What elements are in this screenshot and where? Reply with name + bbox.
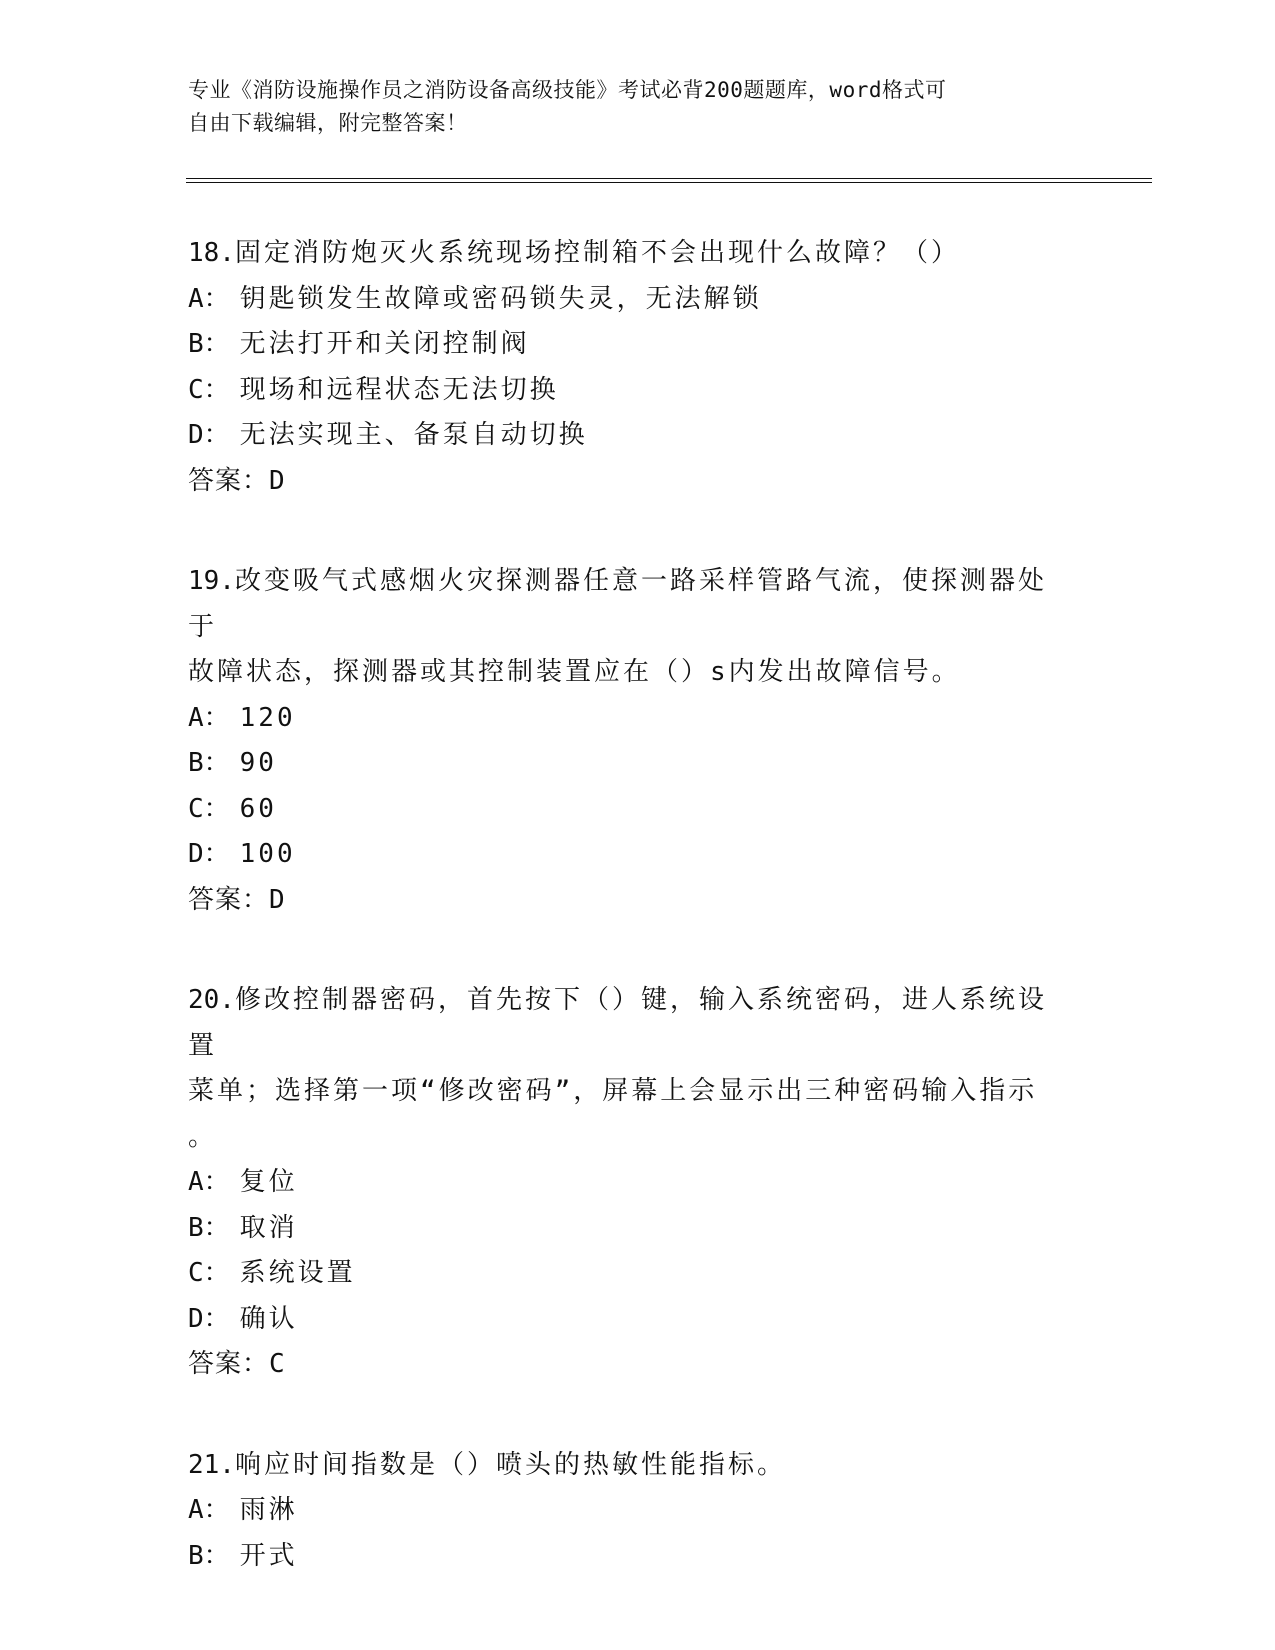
question-text-continued: 故障状态，探测器或其控制装置应在（）s内发出故障信号。: [188, 657, 961, 687]
option-text: 取消: [239, 1212, 298, 1243]
option-label: D：: [188, 1303, 230, 1334]
question-text-continued: 。: [188, 1121, 218, 1152]
option-a: [188, 696, 1073, 742]
option-c: [188, 1251, 1073, 1297]
option-b: [188, 741, 1073, 787]
answer: 答案：D: [188, 465, 286, 496]
option-c: [188, 787, 1073, 833]
question-21: [188, 1443, 1073, 1580]
document-header: [188, 74, 1088, 140]
header-line-2: 自由下载编辑，附完整答案！: [188, 111, 468, 135]
option-text: 90: [239, 748, 277, 778]
option-text: 无法实现主、备泵自动切换: [239, 420, 588, 450]
header-divider-top: [186, 178, 1152, 179]
option-label: B：: [188, 1212, 230, 1243]
option-a: [188, 277, 1073, 323]
option-text: 确认: [239, 1303, 298, 1334]
option-text: 120: [239, 702, 296, 733]
option-text: 复位: [239, 1167, 298, 1197]
question-number: 19.: [188, 566, 235, 596]
option-c: [188, 368, 1073, 414]
option-label: A：: [188, 1495, 230, 1525]
option-label: A：: [188, 702, 230, 733]
question-line: 响应时间指数是（）喷头的热敏性能指标。: [234, 1449, 786, 1480]
question-line: 修改控制器密码，首先按下（）键，输入系统密码，进人系统设置: [188, 985, 1047, 1061]
answer: 答案：C: [188, 1349, 286, 1379]
option-a: [188, 1160, 1073, 1206]
option-b: [188, 1534, 1073, 1580]
question-number: 18.: [188, 238, 235, 268]
option-text: 现场和远程状态无法切换: [239, 374, 559, 405]
question-text: [188, 978, 1073, 1069]
question-number: 21.: [188, 1449, 235, 1480]
option-text: 开式: [239, 1540, 298, 1571]
answer: 答案：D: [188, 884, 286, 915]
option-label: B：: [188, 748, 230, 778]
option-text: 雨淋: [239, 1495, 298, 1525]
option-text: 100: [239, 839, 296, 869]
option-text: 60: [239, 793, 277, 824]
option-label: B：: [188, 329, 230, 359]
option-label: D：: [188, 420, 230, 450]
header-divider-bottom: [186, 182, 1152, 183]
option-b: [188, 322, 1073, 368]
option-d: [188, 832, 1073, 878]
option-label: B：: [188, 1540, 230, 1571]
option-text: 系统设置: [239, 1258, 356, 1288]
option-text: 钥匙锁发生故障或密码锁失灵，无法解锁: [239, 283, 762, 314]
question-line: 改变吸气式感烟火灾探测器任意一路采样管路气流，使探测器处于: [188, 566, 1047, 642]
option-label: D：: [188, 839, 230, 869]
option-d: [188, 413, 1073, 459]
question-list: [188, 231, 1073, 1634]
question-text: [188, 1443, 1073, 1489]
option-label: A：: [188, 283, 230, 314]
option-label: A：: [188, 1167, 230, 1197]
option-d: [188, 1297, 1073, 1343]
question-20: [188, 978, 1073, 1388]
question-19: [188, 559, 1073, 923]
question-18: [188, 231, 1073, 504]
question-line: 固定消防炮灭火系统现场控制箱不会出现什么故障？（）: [234, 238, 960, 268]
option-text: 无法打开和关闭控制阀: [239, 329, 530, 359]
question-text: [188, 559, 1073, 650]
option-b: [188, 1206, 1073, 1252]
option-label: C：: [188, 793, 230, 824]
question-text: [188, 231, 1073, 277]
header-line-1: 专业《消防设施操作员之消防设备高级技能》考试必背200题题库，word格式可: [188, 78, 947, 102]
option-label: C：: [188, 1258, 230, 1288]
question-number: 20.: [188, 985, 235, 1015]
option-a: [188, 1488, 1073, 1534]
question-text-continued: 菜单；选择第一项“修改密码”，屏幕上会显示出三种密码输入指示: [188, 1076, 1038, 1106]
option-label: C：: [188, 374, 230, 405]
